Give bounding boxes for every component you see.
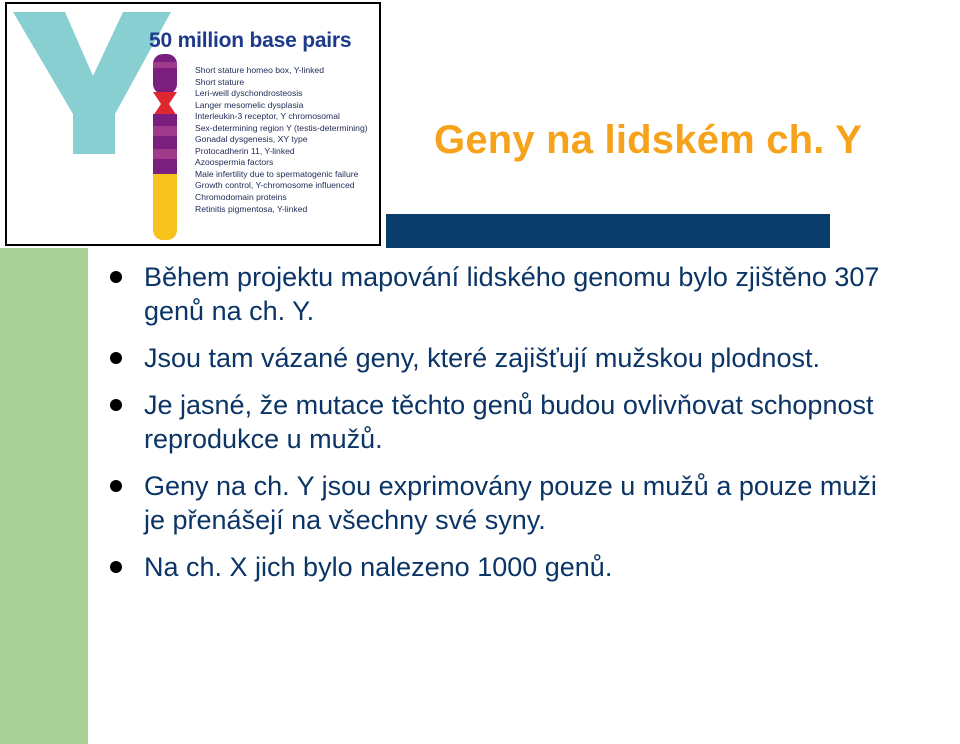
left-decor-band <box>0 248 88 744</box>
bullet-text: Geny na ch. Y jsou exprimovány pouze u mužů a pouze muži je přenášejí na všechny své syny. <box>144 471 877 535</box>
bullet-item <box>108 550 888 584</box>
gene-item: Leri-weill dyschondrosteosis <box>195 88 303 99</box>
bullet-item <box>108 469 888 537</box>
bullet-text: Na ch. X jich bylo nalezeno 1000 genů. <box>144 552 613 582</box>
bullet-item <box>108 260 888 328</box>
bullet-dot-icon <box>110 480 122 492</box>
gene-item: Langer mesomelic dysplasia <box>195 99 304 110</box>
bullet-item <box>108 341 888 375</box>
chromosome-figure <box>5 2 381 246</box>
gene-item: Chromodomain proteins <box>195 192 287 203</box>
bullet-list <box>108 260 888 597</box>
gene-item: Protocadherin 11, Y-linked <box>195 145 295 156</box>
chromosome-icon <box>153 54 177 240</box>
gene-item: Gonadal dysgenesis, XY type <box>195 134 308 145</box>
slide-title: Geny na lidském ch. Y <box>434 118 863 162</box>
gene-item: Short stature <box>195 76 245 87</box>
bullet-text: Jsou tam vázané geny, které zajišťují mužskou plodnost. <box>144 343 820 373</box>
bullet-dot-icon <box>110 561 122 573</box>
gene-item: Azoospermia factors <box>195 157 274 168</box>
bullet-dot-icon <box>110 271 122 283</box>
bullet-text: Během projektu mapování lidského genomu bylo zjištěno 307 genů na ch. Y. <box>144 262 880 326</box>
gene-list <box>195 65 368 215</box>
gene-item: Sex-determining region Y (testis-determining) <box>195 122 368 133</box>
gene-item: Male infertility due to spermatogenic failure <box>195 168 359 179</box>
gene-item: Retinitis pigmentosa, Y-linked <box>195 203 308 214</box>
gene-item: Short stature homeo box, Y-linked <box>195 65 324 75</box>
big-y-letter <box>13 12 171 154</box>
bullet-dot-icon <box>110 352 122 364</box>
title-bar <box>386 214 830 248</box>
gene-item: Growth control, Y-chromosome influenced <box>195 180 355 191</box>
bullet-item <box>108 388 888 456</box>
bullet-dot-icon <box>110 399 122 411</box>
bullet-text: Je jasné, že mutace těchto genů budou ovlivňovat schopnost reprodukce u mužů. <box>144 390 874 454</box>
gene-item: Interleukin-3 receptor, Y chromosomal <box>195 111 340 122</box>
figure-heading: 50 million base pairs <box>149 29 352 52</box>
